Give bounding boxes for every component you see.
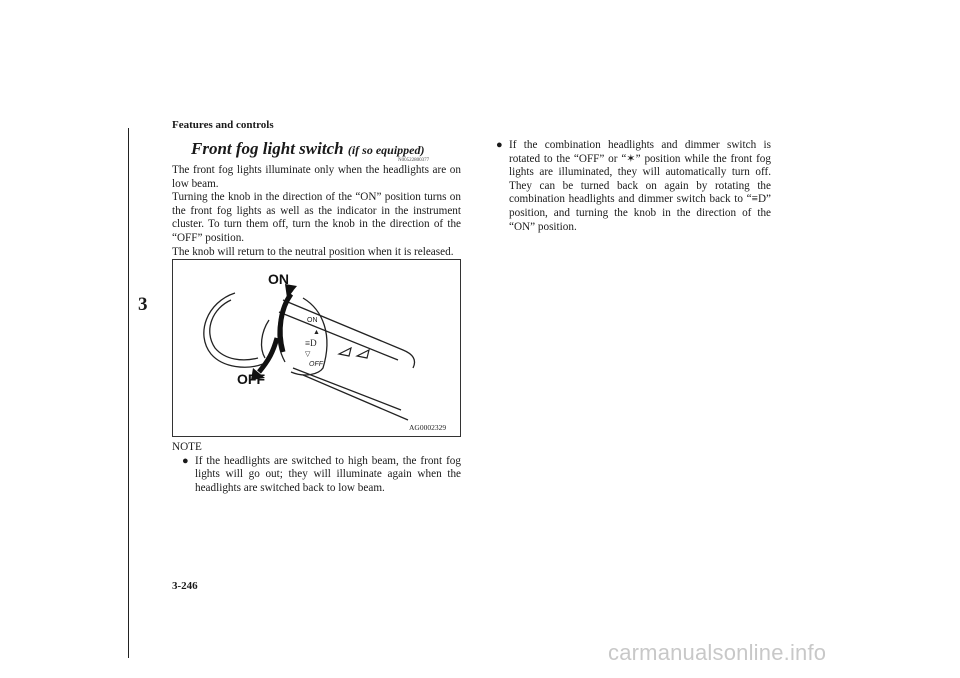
intro-paragraphs [172, 164, 461, 259]
section-title [191, 139, 424, 159]
watermark: carmanualsonline.info [608, 640, 827, 665]
section-number: 3 [138, 294, 148, 315]
bullet-icon: ● [496, 139, 503, 151]
knob-off-mark: OFF [309, 361, 323, 368]
note-block [172, 441, 461, 495]
paragraph-1: The front fog lights illuminate only when the headlights are on low beam. [172, 164, 461, 190]
figure-id: AG0002329 [409, 423, 447, 432]
title-text: Front fog light switch [191, 139, 344, 158]
bullet-icon: ● [182, 454, 189, 467]
page-number: 3-246 [172, 580, 198, 592]
note-text: If the headlights are switched to high beam, the front fog lights will go out; they will illuminate again when the headlights are switched back to low beam. [195, 454, 461, 494]
chapter-tab-line [128, 128, 129, 658]
title-qualifier: (if so equipped) [347, 143, 425, 157]
right-column [496, 139, 771, 234]
page-header: Features and controls [172, 119, 274, 131]
paragraph-3: The knob will return to the neutral position when it is released. [172, 245, 454, 258]
down-triangle-icon: ▽ [305, 350, 311, 358]
note-heading: NOTE [172, 441, 202, 453]
figure-label-on: ON [268, 271, 289, 287]
figure-label-off: OFF [237, 371, 265, 387]
reference-code: N00522800377 [398, 158, 430, 163]
paragraph-2: Turning the knob in the direction of the “ON” position turns on the front fog lights as well as the indicator in the instrument cluster. To turn them off, turn the knob in the direction of the “OFF” position. [172, 191, 461, 244]
up-triangle-icon: ▲ [313, 328, 320, 336]
right-bullet-text: If the combination headlights and dimmer switch is rotated to the “OFF” or “✶” position while the front fog lights are illuminated, they will automatically turn off. They can be turned back on again by rotating the combination headlights and dimmer switch back to “≡D” position, and turning the knob in the direction of the “ON” position. [509, 139, 771, 233]
knob-on-mark: ON [307, 317, 318, 324]
fog-switch-illustration [173, 260, 460, 436]
headlight-symbol-icon: ≡D [305, 338, 317, 348]
fog-switch-figure [172, 259, 461, 437]
note-bullet [182, 455, 461, 496]
right-bullet [496, 139, 771, 234]
